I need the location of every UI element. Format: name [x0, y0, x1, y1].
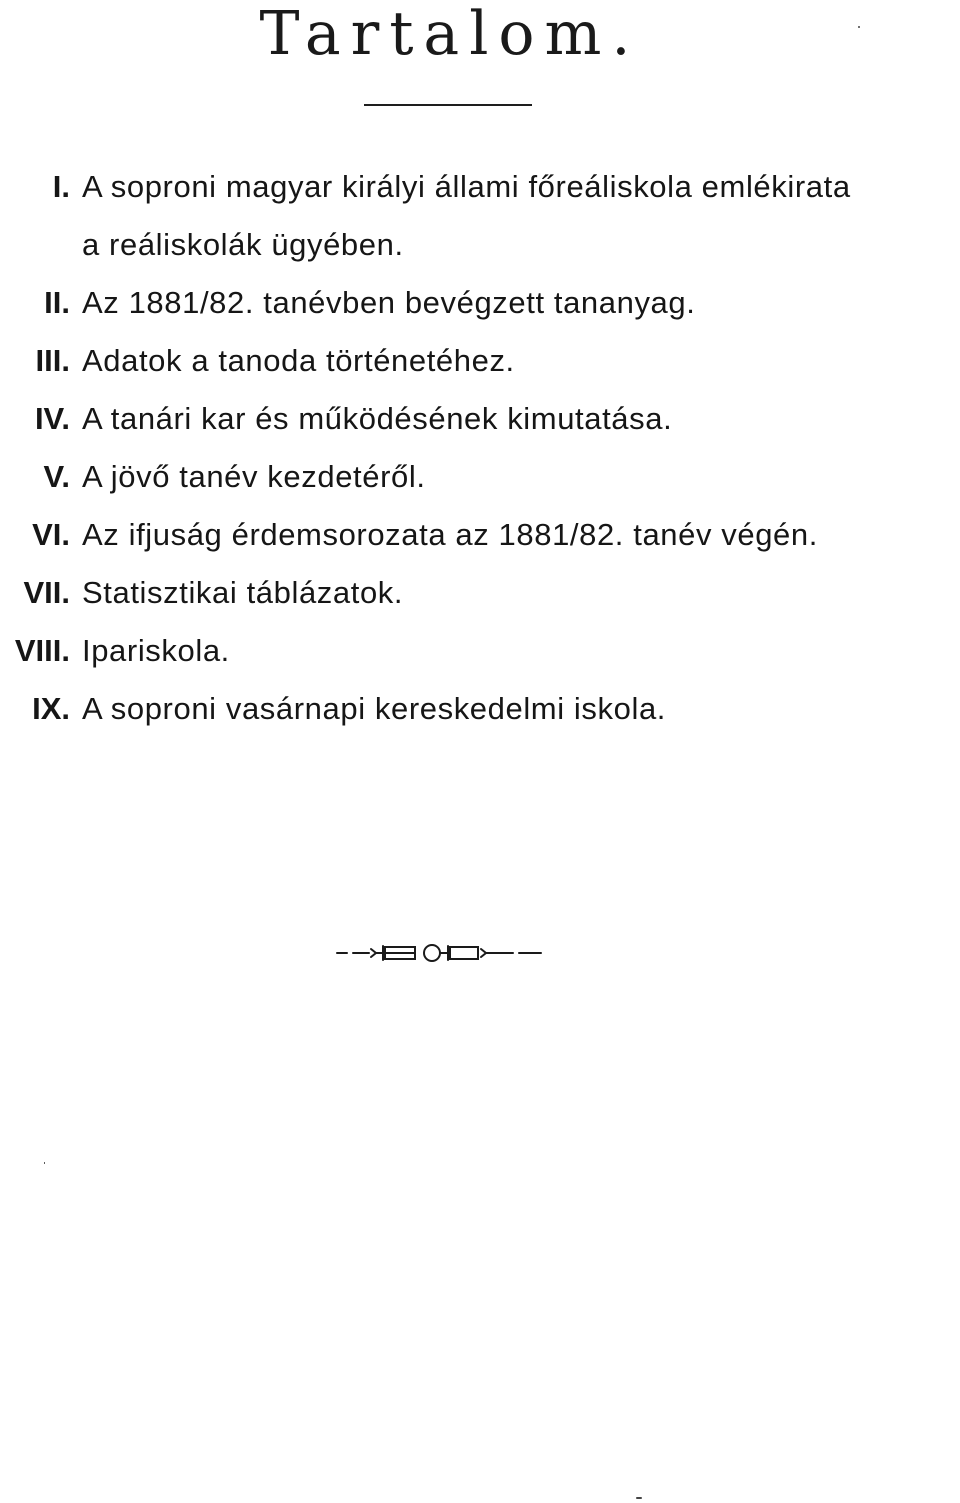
- toc-item-number: IV.: [34, 401, 70, 436]
- ornamental-divider-icon: [335, 938, 545, 968]
- toc-item-number: II.: [44, 285, 70, 320]
- paper-speck: [44, 1162, 45, 1164]
- title-underline: [364, 104, 532, 106]
- paper-speck: [636, 1497, 642, 1499]
- toc-item-number: IX.: [32, 691, 70, 726]
- toc-item-text: Az 1881/82. tanévben bevégzett tananyag.: [82, 285, 696, 320]
- toc-item-text: A soproni magyar királyi állami főreáliskola emlékirata: [82, 169, 851, 204]
- toc-item-2: [0, 274, 960, 332]
- toc-item-1: [0, 158, 960, 274]
- toc-item-number: III.: [35, 343, 70, 378]
- toc-item-text: A jövő tanév kezdetéről.: [82, 459, 426, 494]
- toc-item-9: [0, 680, 960, 738]
- paper-speck: [858, 26, 860, 28]
- toc-item-text: A tanári kar és működésének kimutatása.: [82, 401, 673, 436]
- toc-item-3: [0, 332, 960, 390]
- toc-item-5: [0, 448, 960, 506]
- toc-item-text: A soproni vasárnapi kereskedelmi iskola.: [82, 691, 666, 726]
- toc-item-text-continuation: a reáliskolák ügyében.: [82, 227, 404, 262]
- toc-item-number: VI.: [32, 517, 70, 552]
- page-title: Tartalom.: [259, 0, 641, 69]
- toc-item-number: VII.: [23, 575, 70, 610]
- toc-item-text: Adatok a tanoda történetéhez.: [82, 343, 515, 378]
- toc-item-text: Statisztikai táblázatok.: [82, 575, 404, 610]
- toc-item-number: V.: [43, 459, 70, 494]
- toc-item-text: Az ifjuság érdemsorozata az 1881/82. tanév végén.: [82, 517, 818, 552]
- toc-item-number: I.: [52, 169, 70, 204]
- toc-item-number: VIII.: [14, 633, 70, 668]
- table-of-contents: [0, 158, 960, 738]
- toc-item-text: Ipariskola.: [82, 633, 230, 668]
- toc-item-4: [0, 390, 960, 448]
- toc-item-6: [0, 506, 960, 564]
- toc-item-7: [0, 564, 960, 622]
- toc-item-8: [0, 622, 960, 680]
